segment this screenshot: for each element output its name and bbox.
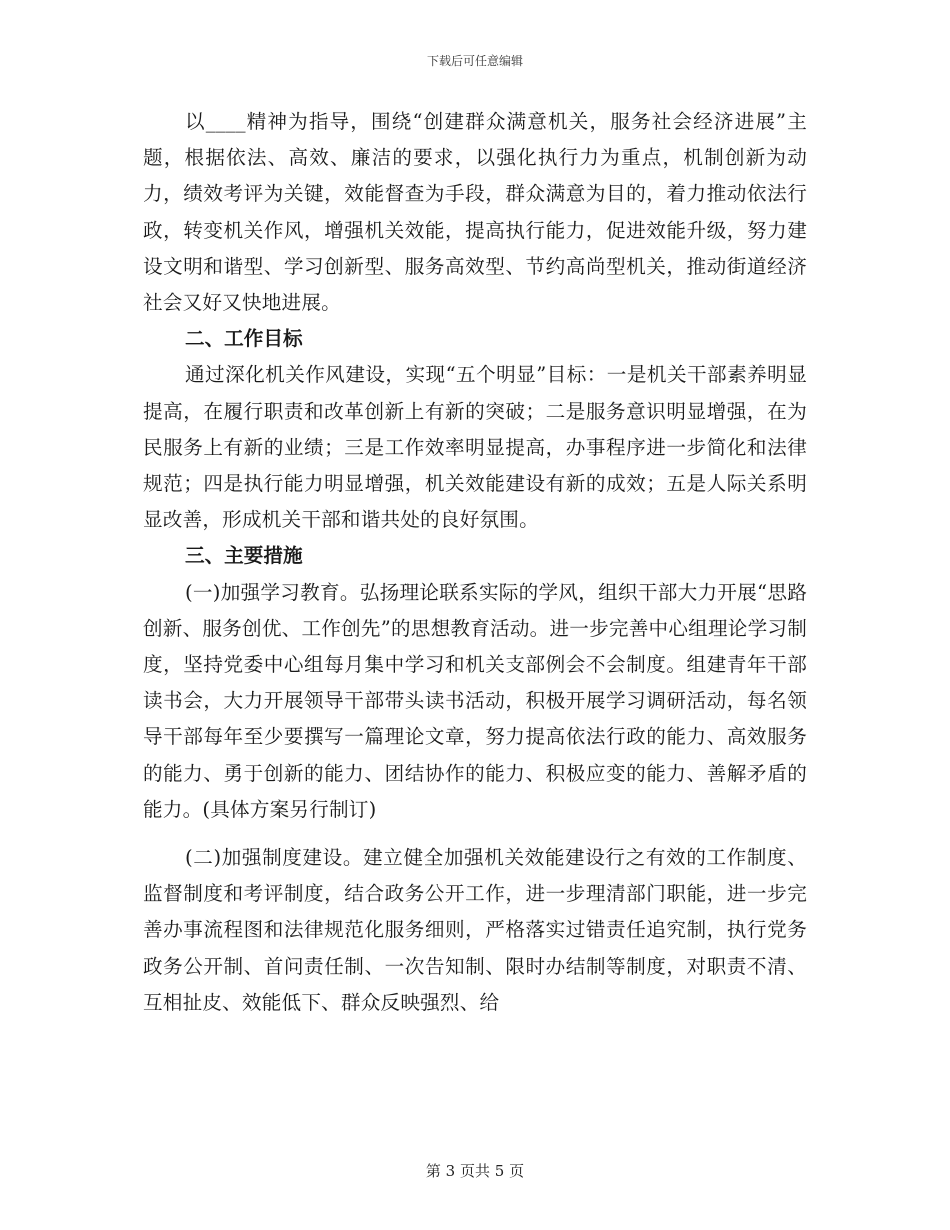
page-footer: 第 3 页共 5 页 [425, 1162, 525, 1180]
paragraph-work-goals: 通过深化机关作风建设，实现“五个明显”目标：一是机关干部素养明显提高，在履行职责和改革创新上有新的突破；二是服务意识明显增强，在为民服务上有新的业绩；三是工作效率明显提高，办事程序进一步简化和法律规范；四是执行能力明显增强，机关效能建设有新的成效；五是人际关系明显改善，形成机关干部和谐共处的良好氛围。 [143, 363, 807, 532]
paragraph-measure-system-building: (二)加强制度建设。建立健全加强机关效能建设行之有效的工作制度、监督制度和考评制度，结合政务公开工作，进一步理清部门职能，进一步完善办事流程图和法律规范化服务细则，严格落实过错责任追究制，执行党务政务公开制、首问责任制、一次告知制、限时办结制等制度，对职责不清、互相扯皮、效能低下、群众反映强烈、给 [143, 846, 807, 1014]
document-body [143, 104, 807, 1021]
paragraph-gap [143, 828, 807, 840]
page-header: 下载后可任意编辑 [426, 54, 523, 68]
section-heading-work-goals: 二、工作目标 [185, 327, 303, 351]
section-heading-main-measures: 三、主要措施 [185, 544, 303, 568]
paragraph-guiding-principle: 以____精神为指导，围绕“创建群众满意机关，服务社会经济进展”主题，根据依法、高效、廉洁的要求，以强化执行力为重点，机制创新为动力，绩效考评为关键，效能督查为手段，群众满意为目的，着力推动依法行政，转变机关作风，增强机关效能，提高执行能力，促进效能升级，努力建设文明和谐型、学习创新型、服务高效型、节约高尚型机关，推动街道经济社会又好又快地进展。 [143, 110, 807, 315]
paragraph-measure-study-education: (一)加强学习教育。弘扬理论联系实际的学风，组织干部大力开展“思路创新、服务创优、工作创先”的思想教育活动。进一步完善中心组理论学习制度，坚持党委中心组每月集中学习和机关支部例会不会制度。组建青年干部读书会，大力开展领导干部带头读书活动，积极开展学习调研活动，每名领导干部每年至少要撰写一篇理论文章，努力提高依法行政的能力、高效服务的能力、勇于创新的能力、团结协作的能力、积极应变的能力、善解矛盾的能力。(具体方案另行制订) [143, 580, 807, 821]
